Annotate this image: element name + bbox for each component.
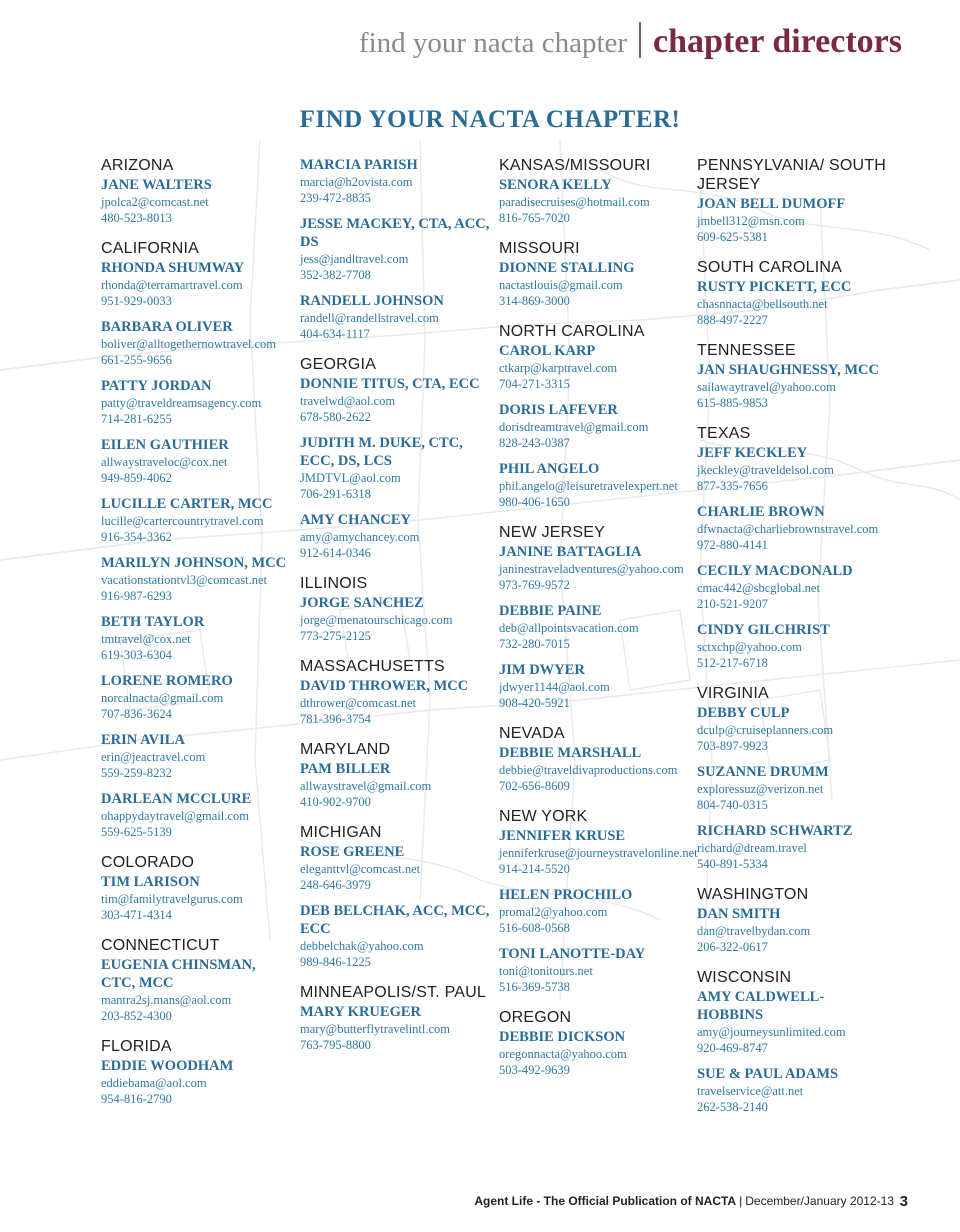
director-name: DEB BELCHAK, ACC, MCC, ECC xyxy=(300,903,490,937)
director-entry xyxy=(300,434,490,502)
director-email[interactable]: patty@traveldreamsagency.com xyxy=(101,396,262,410)
director-name: JESSE MACKEY, CTA, ACC, DS xyxy=(300,216,490,250)
director-entry xyxy=(499,401,689,451)
chapter-state-heading: NORTH CAROLINA xyxy=(499,323,645,340)
director-phone: 916-987-6293 xyxy=(101,589,172,603)
director-phone: 912-614-0346 xyxy=(300,546,371,560)
chapter-state-heading: WASHINGTON xyxy=(697,886,809,903)
director-email[interactable]: tmtravel@cox.net xyxy=(101,632,191,646)
chapter-state-heading: VIRGINIA xyxy=(697,685,769,702)
director-entry xyxy=(499,602,689,652)
director-entry xyxy=(697,621,887,671)
director-email[interactable]: boliver@alltogethernowtravel.com xyxy=(101,337,276,351)
director-email[interactable]: marcia@h2ovista.com xyxy=(300,175,413,189)
director-email[interactable]: ohappydaytravel@gmail.com xyxy=(101,809,249,823)
director-phone: 920-469-8747 xyxy=(697,1041,768,1055)
director-name: DEBBIE PAINE xyxy=(499,603,602,619)
director-entry xyxy=(101,790,291,840)
director-phone: 707-836-3624 xyxy=(101,707,172,721)
director-phone: 206-322-0617 xyxy=(697,940,768,954)
director-phone: 609-625-5381 xyxy=(697,230,768,244)
chapter-state-heading: GEORGIA xyxy=(300,356,377,373)
director-phone: 704-271-3315 xyxy=(499,377,570,391)
director-name: PHIL ANGELO xyxy=(499,461,600,477)
director-email[interactable]: ctkarp@karptravel.com xyxy=(499,361,618,375)
director-email[interactable]: dfwnacta@charliebrownstravel.com xyxy=(697,522,879,536)
director-phone: 916-354-3362 xyxy=(101,530,172,544)
section-title: chapter directors xyxy=(653,23,902,60)
chapter-state-heading: FLORIDA xyxy=(101,1038,172,1055)
director-email[interactable]: sailawaytravel@yahoo.com xyxy=(697,380,836,394)
director-phone: 989-846-1225 xyxy=(300,955,371,969)
chapter-state-heading: MASSACHUSETTS xyxy=(300,658,445,675)
director-email[interactable]: nactastlouis@gmail.com xyxy=(499,278,623,292)
director-name: JAN SHAUGHNESSY, MCC xyxy=(697,362,879,378)
director-entry xyxy=(101,259,291,309)
director-entry xyxy=(300,677,490,727)
director-entry xyxy=(499,460,689,510)
director-name: DORIS LAFEVER xyxy=(499,402,618,418)
director-email[interactable]: jkeckley@traveldelsol.com xyxy=(697,463,834,477)
director-name: JANE WALTERS xyxy=(101,177,212,193)
director-name: DIONNE STALLING xyxy=(499,260,635,276)
director-entry xyxy=(101,731,291,781)
director-email[interactable]: richard@dream.travel xyxy=(697,841,807,855)
director-entry xyxy=(499,744,689,794)
directory-column-4 xyxy=(697,156,887,1115)
chapter-state-heading: MICHIGAN xyxy=(300,824,382,841)
director-name: EUGENIA CHINSMAN, CTC, MCC xyxy=(101,957,256,991)
director-entry xyxy=(499,342,689,392)
director-phone: 410-902-9700 xyxy=(300,795,371,809)
director-entry xyxy=(101,176,291,226)
director-entry xyxy=(300,215,490,283)
director-phone: 314-869-3000 xyxy=(499,294,570,308)
director-entry xyxy=(697,562,887,612)
director-phone: 678-580-2622 xyxy=(300,410,371,424)
director-email[interactable]: mantra2sj.mans@aol.com xyxy=(101,993,232,1007)
director-email[interactable]: phil.angelo@leisuretravelexpert.net xyxy=(499,479,678,493)
director-name: TONI LANOTTE-DAY xyxy=(499,946,646,962)
director-name: CINDY GILCHRIST xyxy=(697,622,830,638)
director-email[interactable]: norcalnacta@gmail.com xyxy=(101,691,224,705)
director-email[interactable]: eddiebama@aol.com xyxy=(101,1076,207,1090)
director-name: BARBARA OLIVER xyxy=(101,319,233,335)
chapter-state-heading: MISSOURI xyxy=(499,240,580,257)
director-entry xyxy=(697,503,887,553)
director-name: AMY CALDWELL-HOBBINS xyxy=(697,989,825,1023)
director-name: JORGE SANCHEZ xyxy=(300,595,424,611)
director-phone: 703-897-9923 xyxy=(697,739,768,753)
director-name: JENNIFER KRUSE xyxy=(499,828,626,844)
director-phone: 540-891-5334 xyxy=(697,857,768,871)
director-entry xyxy=(697,361,887,411)
director-name: ERIN AVILA xyxy=(101,732,185,748)
director-entry xyxy=(697,822,887,872)
header-divider xyxy=(639,22,641,58)
director-email[interactable]: jdwyer1144@aol.com xyxy=(499,680,610,694)
director-phone: 480-523-8013 xyxy=(101,211,172,225)
chapter-state-heading: ILLINOIS xyxy=(300,575,368,592)
director-email[interactable]: deb@allpointsvacation.com xyxy=(499,621,639,635)
director-phone: 877-335-7656 xyxy=(697,479,768,493)
director-phone: 949-859-4062 xyxy=(101,471,172,485)
director-entry xyxy=(499,827,698,877)
chapter-state-heading: MARYLAND xyxy=(300,741,391,758)
director-phone: 816-765-7020 xyxy=(499,211,570,225)
director-email[interactable]: mary@butterflytravelintl.com xyxy=(300,1022,451,1036)
director-phone: 888-497-2227 xyxy=(697,313,768,327)
director-name: LUCILLE CARTER, MCC xyxy=(101,496,273,512)
director-phone: 559-259-8232 xyxy=(101,766,172,780)
director-email[interactable]: vacationstationtvl3@comcast.net xyxy=(101,573,267,587)
director-phone: 210-521-9207 xyxy=(697,597,768,611)
director-email[interactable]: chasnnacta@bellsouth.net xyxy=(697,297,828,311)
director-name: JIM DWYER xyxy=(499,662,585,678)
director-email[interactable]: dan@travelbydan.com xyxy=(697,924,811,938)
chapter-state-heading: CONNECTICUT xyxy=(101,937,220,954)
director-phone: 512-217-6718 xyxy=(697,656,768,670)
director-name: RUSTY PICKETT, ECC xyxy=(697,279,852,295)
director-email[interactable]: janinestraveladventures@yahoo.com xyxy=(499,562,684,576)
director-entry xyxy=(101,873,291,923)
director-email[interactable]: erin@jeactravel.com xyxy=(101,750,206,764)
director-name: JEFF KECKLEY xyxy=(697,445,808,461)
director-email[interactable]: jenniferkruse@journeystravelonline.net xyxy=(499,846,698,860)
director-entry xyxy=(697,278,887,328)
director-phone: 615-885-9853 xyxy=(697,396,768,410)
director-phone: 203-852-4300 xyxy=(101,1009,172,1023)
director-phone: 661-255-9656 xyxy=(101,353,172,367)
director-name: SUZANNE DRUMM xyxy=(697,764,829,780)
director-name: MARY KRUEGER xyxy=(300,1004,421,1020)
director-email[interactable]: jorge@menatourschicago.com xyxy=(300,613,453,627)
director-name: RANDELL JOHNSON xyxy=(300,293,444,309)
director-phone: 954-816-2790 xyxy=(101,1092,172,1106)
directory-column-1 xyxy=(101,156,291,1107)
director-email[interactable]: jpolca2@comcast.net xyxy=(101,195,209,209)
director-email[interactable]: debbie@traveldivaproductions.com xyxy=(499,763,678,777)
director-entry xyxy=(101,1057,291,1107)
chapter-state-heading: TEXAS xyxy=(697,425,751,442)
director-phone: 714-281-6255 xyxy=(101,412,172,426)
director-name: TIM LARISON xyxy=(101,874,200,890)
director-email[interactable]: tim@familytravelgurus.com xyxy=(101,892,243,906)
director-phone: 763-795-8800 xyxy=(300,1038,371,1052)
director-email[interactable]: toni@tonitours.net xyxy=(499,964,593,978)
director-email[interactable]: rhonda@terramartravel.com xyxy=(101,278,243,292)
director-phone: 516-608-0568 xyxy=(499,921,570,935)
director-entry xyxy=(697,444,887,494)
director-entry xyxy=(300,156,490,206)
director-email[interactable]: travelservice@att.net xyxy=(697,1084,804,1098)
publication-name: Agent Life - The Official Publication of NACTA xyxy=(474,1194,737,1208)
director-entry xyxy=(697,905,887,955)
director-name: MARCIA PARISH xyxy=(300,157,418,173)
director-name: JUDITH M. DUKE, CTC, ECC, DS, LCS xyxy=(300,435,463,469)
director-phone: 804-740-0315 xyxy=(697,798,768,812)
director-entry xyxy=(300,375,490,425)
director-email[interactable]: lucille@cartercountrytravel.com xyxy=(101,514,264,528)
director-phone: 239-472-8835 xyxy=(300,191,371,205)
chapter-state-heading: COLORADO xyxy=(101,854,195,871)
director-entry xyxy=(499,259,689,309)
director-entry xyxy=(101,672,291,722)
director-phone: 914-214-5520 xyxy=(499,862,570,876)
director-entry xyxy=(101,956,291,1024)
director-name: DEBBIE DICKSON xyxy=(499,1029,626,1045)
director-name: DAN SMITH xyxy=(697,906,781,922)
director-phone: 503-492-9639 xyxy=(499,1063,570,1077)
director-email[interactable]: debbelchak@yahoo.com xyxy=(300,939,424,953)
page-title: FIND YOUR NACTA CHAPTER! xyxy=(299,106,681,133)
director-name: RICHARD SCHWARTZ xyxy=(697,823,853,839)
director-phone: 781-396-3754 xyxy=(300,712,371,726)
director-name: JANINE BATTAGLIA xyxy=(499,544,642,560)
chapter-state-heading: NEW YORK xyxy=(499,808,588,825)
director-phone: 732-280-7015 xyxy=(499,637,570,651)
chapter-state-heading: SOUTH CAROLINA xyxy=(697,259,843,276)
directory-column-3 xyxy=(499,156,698,1078)
director-phone: 973-769-9572 xyxy=(499,578,570,592)
director-email[interactable]: amy@journeysunlimited.com xyxy=(697,1025,846,1039)
director-name: AMY CHANCEY xyxy=(300,512,412,528)
director-email[interactable]: promal2@yahoo.com xyxy=(499,905,608,919)
director-email[interactable]: oregonnacta@yahoo.com xyxy=(499,1047,627,1061)
director-email[interactable]: randell@randellstravel.com xyxy=(300,311,439,325)
director-phone: 516-369-5738 xyxy=(499,980,570,994)
page-header xyxy=(359,22,902,61)
chapter-state-heading: WISCONSIN xyxy=(697,969,792,986)
director-phone: 951-929-0033 xyxy=(101,294,172,308)
section-label: find your nacta chapter xyxy=(358,27,628,59)
director-entry xyxy=(697,704,887,754)
director-email[interactable]: dthrower@comcast.net xyxy=(300,696,416,710)
chapter-state-heading: MINNEAPOLIS/ST. PAUL xyxy=(300,984,486,1001)
director-phone: 972-880-4141 xyxy=(697,538,768,552)
director-entry xyxy=(101,436,291,486)
director-name: DAVID THROWER, MCC xyxy=(300,678,469,694)
director-phone: 773-275-2125 xyxy=(300,629,371,643)
director-name: JOAN BELL DUMOFF xyxy=(697,196,846,212)
chapter-state-heading: KANSAS/MISSOURI xyxy=(499,157,651,174)
chapter-state-heading: OREGON xyxy=(499,1009,572,1026)
director-name: BETH TAYLOR xyxy=(101,614,205,630)
page-footer xyxy=(474,1194,894,1209)
director-name: MARILYN JOHNSON, MCC xyxy=(101,555,287,571)
director-entry xyxy=(300,902,490,970)
director-phone: 404-634-1117 xyxy=(300,327,370,341)
director-phone: 702-656-8609 xyxy=(499,779,570,793)
director-entry xyxy=(300,594,490,644)
director-phone: 619-303-6304 xyxy=(101,648,172,662)
director-name: CAROL KARP xyxy=(499,343,596,359)
director-name: CECILY MACDONALD xyxy=(697,563,853,579)
director-phone: 828-243-0387 xyxy=(499,436,570,450)
director-entry xyxy=(300,511,490,561)
director-email[interactable]: cmac442@sbcglobal.net xyxy=(697,581,820,595)
director-phone: 262-538-2140 xyxy=(697,1100,768,1114)
director-entry xyxy=(499,886,689,936)
director-name: DEBBY CULP xyxy=(697,705,790,721)
director-email[interactable]: travelwd@aol.com xyxy=(300,394,396,408)
director-phone: 352-382-7708 xyxy=(300,268,371,282)
director-phone: 303-471-4314 xyxy=(101,908,172,922)
chapter-state-heading: TENNESSEE xyxy=(697,342,796,359)
director-entry xyxy=(499,543,689,593)
director-name: RHONDA SHUMWAY xyxy=(101,260,245,276)
director-entry xyxy=(300,1003,490,1053)
director-name: EILEN GAUTHIER xyxy=(101,437,229,453)
director-email[interactable]: dculp@cruiseplanners.com xyxy=(697,723,834,737)
director-phone: 248-646-3979 xyxy=(300,878,371,892)
director-entry xyxy=(499,1028,689,1078)
director-phone: 706-291-6318 xyxy=(300,487,371,501)
director-entry xyxy=(499,661,689,711)
director-entry xyxy=(300,760,490,810)
chapter-state-heading: NEW JERSEY xyxy=(499,524,606,541)
director-email[interactable]: JMDTVL@aol.com xyxy=(300,471,401,485)
footer-separator: | xyxy=(739,1194,743,1208)
director-entry xyxy=(101,613,291,663)
director-entry xyxy=(499,945,689,995)
director-entry xyxy=(101,318,291,368)
director-email[interactable]: jmbell312@msn.com xyxy=(697,214,805,228)
director-entry xyxy=(300,843,490,893)
director-name: EDDIE WOODHAM xyxy=(101,1058,234,1074)
director-name: SUE & PAUL ADAMS xyxy=(697,1066,839,1082)
director-name: PATTY JORDAN xyxy=(101,378,212,394)
director-phone: 559-625-5139 xyxy=(101,825,172,839)
director-email[interactable]: allwaystraveloc@cox.net xyxy=(101,455,228,469)
directory-column-2 xyxy=(300,156,490,1053)
director-entry xyxy=(101,554,291,604)
director-name: DEBBIE MARSHALL xyxy=(499,745,642,761)
page-number: 3 xyxy=(899,1193,908,1210)
issue-date: December/January 2012-13 xyxy=(745,1194,894,1208)
director-name: LORENE ROMERO xyxy=(101,673,233,689)
director-name: HELEN PROCHILO xyxy=(499,887,633,903)
director-email[interactable]: amy@amychancey.com xyxy=(300,530,420,544)
director-entry xyxy=(101,495,291,545)
director-entry xyxy=(300,292,490,342)
director-phone: 908-420-5921 xyxy=(499,696,570,710)
director-name: SENORA KELLY xyxy=(499,177,612,193)
chapter-state-heading: CALIFORNIA xyxy=(101,240,200,257)
director-email[interactable]: exploressuz@verizon.net xyxy=(697,782,824,796)
director-entry xyxy=(697,763,887,813)
director-email[interactable]: paradisecruises@hotmail.com xyxy=(499,195,650,209)
chapter-state-heading: PENNSYLVANIA/ SOUTH JERSEY xyxy=(697,157,887,193)
chapter-state-heading: ARIZONA xyxy=(101,157,174,174)
director-entry xyxy=(499,176,689,226)
director-phone: 980-406-1650 xyxy=(499,495,570,509)
director-entry xyxy=(101,377,291,427)
director-name: DONNIE TITUS, CTA, ECC xyxy=(300,376,480,392)
director-entry xyxy=(697,1065,887,1115)
director-email[interactable]: eleganttvl@comcast.net xyxy=(300,862,421,876)
director-email[interactable]: dorisdreamtravel@gmail.com xyxy=(499,420,649,434)
director-email[interactable]: allwaystravel@gmail.com xyxy=(300,779,432,793)
director-name: DARLEAN MCCLURE xyxy=(101,791,252,807)
director-entry xyxy=(697,988,887,1056)
chapter-state-heading: NEVADA xyxy=(499,725,565,742)
director-name: ROSE GREENE xyxy=(300,844,405,860)
director-entry xyxy=(697,195,887,245)
director-email[interactable]: sctxchp@yahoo.com xyxy=(697,640,802,654)
director-name: PAM BILLER xyxy=(300,761,391,777)
director-email[interactable]: jess@jandltravel.com xyxy=(300,252,409,266)
director-name: CHARLIE BROWN xyxy=(697,504,825,520)
